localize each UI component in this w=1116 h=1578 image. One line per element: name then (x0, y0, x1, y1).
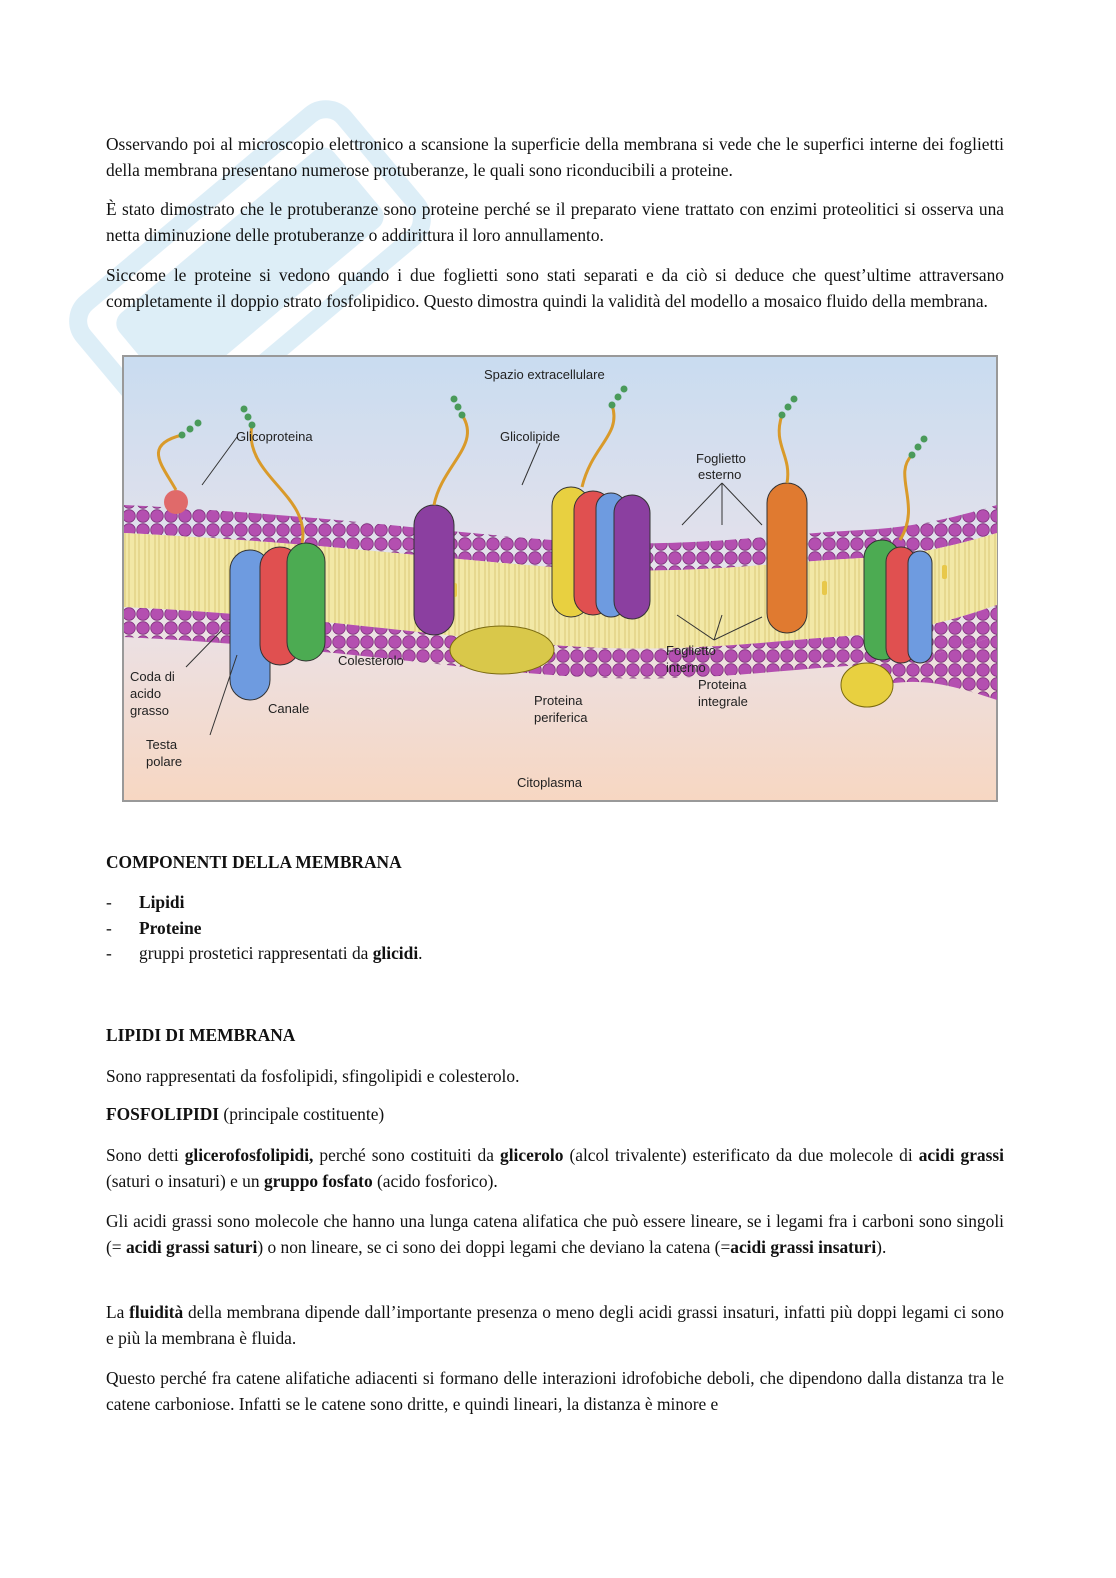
peripheral-protein (450, 626, 554, 674)
paragraph-fluid-mosaic: Siccome le proteine si vedono quando i due foglietti sono stati separati e da ciò si deduce che quest’ultime attraversano completamente il doppio strato fosfolipidico. Questo dimostra quindi la validità del modello a mosaico fluido della membrana. (106, 265, 1004, 311)
paragraph-proteolytic-test: È stato dimostrato che le protuberanze sono proteine perché se il preparato viene trattato con enzimi proteolitici si osserva una netta diminuzione delle protuberanze o addirittura il loro annullamento. (106, 199, 1004, 245)
paragraph-lipid-types: Sono rappresentati da fosfolipidi, sfingolipidi e colesterolo. (106, 1066, 520, 1086)
list-item: - Proteine (106, 916, 423, 942)
label-channel: Canale (268, 701, 310, 716)
label-cholesterol: Colesterolo (338, 653, 404, 668)
paragraph-fatty-acids: Gli acidi grassi sono molecole che hanno una lunga catena alifatica che può essere lineare, se i legami fra i carboni sono singoli (= acidi grassi saturi) o non lineare, se ci sono dei doppi legami che deviano la catena (=acidi grassi insaturi). (106, 1211, 1004, 1257)
label-peripheral-2: periferica (534, 710, 588, 725)
label-fatty-acid-2: acido (130, 686, 162, 701)
list-item: - gruppi prostetici rappresentati da glicidi. (106, 941, 423, 967)
label-inner-leaflet-2: interno (666, 660, 706, 675)
heading-membrane-components: COMPONENTI DELLA MEMBRANA (106, 852, 402, 872)
label-peripheral-1: Proteina (534, 693, 583, 708)
label-polar-head-1: Testa (146, 737, 178, 752)
label-polar-head-2: polare (146, 754, 183, 769)
label-integral-1: Proteina (698, 677, 747, 692)
label-glycolipid: Glicolipide (500, 429, 560, 444)
label-inner-leaflet-1: Foglietto (666, 643, 716, 658)
glycolipid-head (164, 490, 188, 514)
paragraph-sem-observation: Osservando poi al microscopio elettronico a scansione la superficie della membrana si vede che le superfici interne dei foglietti della membrana presentano numerose protuberanze, le quali sono riconducibili a proteine. (106, 134, 1004, 180)
membrane-diagram (122, 355, 998, 802)
label-outer-leaflet-2: esterno (698, 467, 742, 482)
heading-membrane-lipids: LIPIDI DI MEMBRANA (106, 1025, 296, 1045)
list-item: - Lipidi (106, 890, 423, 916)
label-outer-leaflet-1: Foglietto (696, 451, 746, 466)
paragraph-fluidity: La fluidità della membrana dipende dall’importante presenza o meno degli acidi grassi insaturi, infatti più doppi legami ci sono e più la membrana è fluida. (106, 1302, 1004, 1348)
components-list (106, 890, 423, 967)
paragraph-glycerophospholipids: Sono detti glicerofosfolipidi, perché sono costituiti da glicerolo (alcol trivalente) esterificato da due molecole di acidi grassi (saturi o insaturi) e un gruppo fosfato (acido fosforico). (106, 1145, 1004, 1191)
label-integral-2: integrale (698, 694, 748, 709)
subheading-phospholipids: FOSFOLIPIDI (principale costituente) (106, 1104, 385, 1124)
label-extracellular: Spazio extracellulare (484, 367, 605, 382)
paragraph-hydrophobic-interactions: Questo perché fra catene alifatiche adiacenti si formano delle interazioni idrofobiche deboli, che dipendono dalla distanza tra le catene carboniose. Infatti se le catene sono dritte, e quindi lineari, la distanza è minore e (106, 1368, 1004, 1414)
label-cytoplasm: Citoplasma (517, 775, 583, 790)
label-fatty-acid-3: grasso (130, 703, 170, 718)
label-fatty-acid-1: Coda di (130, 669, 175, 684)
label-glycoprotein: Glicoproteina (236, 429, 313, 444)
